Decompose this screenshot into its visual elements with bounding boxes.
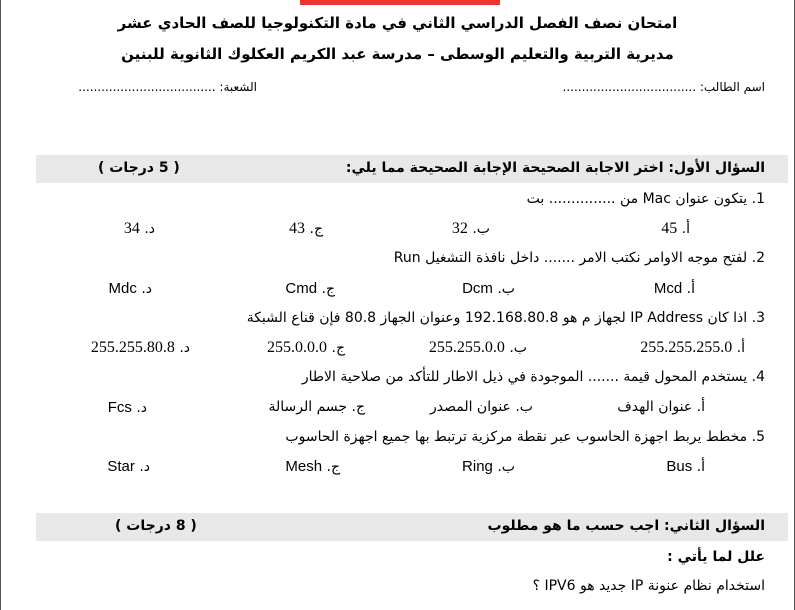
question-text: اذا كان IP Address لجهاز م هو 192.168.80.8 وعنوان الجهاز 80.8 فإن قناع الشبكة bbox=[246, 310, 748, 326]
question-text: يستخدم المحول قيمة ....... الموجودة في ذيل الاطار للتأكد من صلاحية الاطار bbox=[301, 369, 748, 385]
q2-option-d: د. Mdc bbox=[108, 280, 152, 297]
question-5 bbox=[285, 429, 765, 445]
question-3 bbox=[247, 310, 765, 326]
section2-marks: ( 8 درجات ) bbox=[115, 518, 197, 534]
section1-marks: ( 5 درجات ) bbox=[98, 160, 180, 176]
section1-title: السؤال الأول: اختر الاجابة الصحيحة الإجابة الصحيحة مما يلي: bbox=[345, 160, 765, 176]
q5-option-d: د. Star bbox=[107, 458, 150, 475]
q4-option-a: أ. عنوان الهدف bbox=[617, 399, 705, 415]
question-number: 4. bbox=[751, 369, 765, 385]
question-4 bbox=[302, 369, 765, 385]
section-field: الشعبة: .................................... bbox=[78, 80, 257, 94]
question-2 bbox=[394, 250, 765, 266]
q1-option-d: د. 34 bbox=[123, 220, 155, 237]
q2-option-b: ب. Dcm bbox=[462, 280, 515, 297]
question-number: 2. bbox=[751, 250, 765, 266]
section2-subheading: علل لما يأتي : bbox=[667, 549, 765, 565]
question-text: لفتح موجه الاوامر نكتب الامر ....... داخل نافذة التشغيل Run bbox=[393, 250, 748, 266]
question-text: يتكون عنوان Mac من ............... بت bbox=[526, 191, 748, 207]
page-left-border bbox=[0, 0, 1, 610]
section2-item-1: استخدام نظام عنونة IP جديد هو IPV6 ؟ bbox=[532, 578, 765, 594]
question-number: 5. bbox=[751, 429, 765, 445]
question-text: مخطط يربط اجهزة الحاسوب عبر نقطة مركزية ترتبط بها جميع اجهزة الحاسوب bbox=[285, 429, 748, 445]
exam-title: امتحان نصف الفصل الدراسي الثاني في مادة التكنولوجيا للصف الحادي عشر bbox=[117, 14, 678, 32]
q5-option-a: أ. Bus bbox=[666, 458, 705, 475]
section2-title: السؤال الثاني: اجب حسب ما هو مطلوب bbox=[487, 518, 765, 534]
q4-option-b: ب. عنوان المصدر bbox=[429, 399, 533, 415]
q2-option-c: ج. Cmd bbox=[285, 280, 335, 297]
question-number: 3. bbox=[751, 310, 765, 326]
q2-option-a: أ. Mcd bbox=[653, 280, 695, 297]
q1-option-a: أ. 45 bbox=[661, 220, 690, 237]
q1-option-b: ب. 32 bbox=[451, 220, 490, 237]
q5-option-b: ب. Ring bbox=[462, 458, 515, 475]
q3-option-c: ج. 255.0.0.0 bbox=[267, 339, 345, 356]
header-top-decoration bbox=[300, 0, 500, 5]
q4-option-d: د. Fcs bbox=[107, 399, 147, 416]
question-1 bbox=[527, 191, 765, 207]
q3-option-d: د. 255.255.80.8 bbox=[90, 339, 190, 356]
question-number: 1. bbox=[751, 191, 765, 207]
q3-option-a: أ. 255.255.255.0 bbox=[640, 339, 745, 356]
q3-option-b: ب. 255.255.0.0 bbox=[428, 339, 527, 356]
q4-option-c: ج. جسم الرسالة bbox=[268, 399, 365, 415]
school-title: مديرية التربية والتعليم الوسطى – مدرسة عبد الكريم العكلوك الثانوية للبنين bbox=[121, 45, 674, 63]
q1-option-c: ج. 43 bbox=[289, 220, 323, 237]
q5-option-c: ج. Mesh bbox=[285, 458, 340, 475]
student-name-field: اسم الطالب: ................................... bbox=[562, 80, 765, 94]
